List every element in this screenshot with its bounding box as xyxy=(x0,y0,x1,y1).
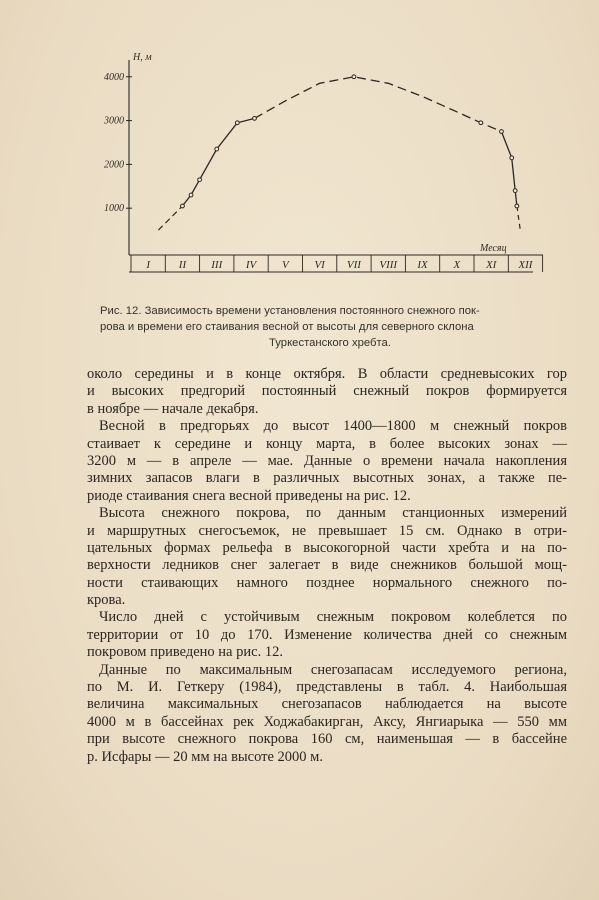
data-point xyxy=(181,204,185,208)
text-line: крова. xyxy=(87,592,126,609)
paragraph xyxy=(87,505,567,609)
x-axis-label: Месяц xyxy=(480,243,507,254)
text-line: покровом приведено на рис. 12. xyxy=(87,644,283,661)
y-tick-label: 2000 xyxy=(104,159,124,171)
month-label: IX xyxy=(417,259,428,271)
body-text xyxy=(87,366,567,766)
caption-line: рова и времени его стаивания весной от высоты для северного склона xyxy=(100,321,474,333)
series-line-solid xyxy=(182,118,254,206)
figure-12 xyxy=(95,40,565,302)
month-label: X xyxy=(453,259,461,271)
text-line: цательных формах рельефа в высокогорной части хребта и на по- xyxy=(87,539,567,556)
text-line: территории от 10 до 170. Изменение количества дней со снежным xyxy=(87,626,567,643)
y-axis-label: Н, м xyxy=(133,52,152,63)
text-line: стаивает к середине и концу марта, в более высоких зонах — xyxy=(87,435,567,452)
figure-caption xyxy=(100,303,560,351)
caption-line: Туркестанского хребта. xyxy=(269,337,391,349)
text-line: и маршрутных снегосъемок, не превышает 15 см. Однако в отри- xyxy=(87,522,567,539)
text-line: по М. И. Геткеру (1984), представлены в табл. 4. Наибольшая xyxy=(87,679,567,696)
paragraph xyxy=(87,418,567,505)
y-tick-label: 4000 xyxy=(104,71,124,83)
data-point xyxy=(479,121,483,125)
data-point xyxy=(510,156,514,160)
text-line: верхности ледников снег залегает в виде снежников большой мощ- xyxy=(87,557,567,574)
text-line: 3200 м — в апреле — мае. Данные о времени начала накопления xyxy=(87,452,567,469)
text-line: величина максимальных снегозапасов наблюдается на высоте xyxy=(87,696,567,713)
text-line: Число дней с устойчивым снежным покровом колеблется по xyxy=(99,609,567,626)
series-line-dashed xyxy=(255,77,502,132)
text-line: при высоте снежного покрова 160 см, наименьшая — в бассейне xyxy=(87,731,567,748)
series-line-dashed xyxy=(517,206,520,230)
data-point xyxy=(235,121,239,125)
text-line: около середины и в конце октября. В области средневысоких гор xyxy=(87,366,567,382)
month-label: III xyxy=(211,259,223,271)
data-point xyxy=(189,193,193,197)
data-point xyxy=(215,147,219,151)
month-label: I xyxy=(146,259,150,271)
month-label: IV xyxy=(245,259,257,271)
text-line: 4000 м в бассейнах рек Ходжабакирган, Аксу, Янгиарыка — 550 мм xyxy=(87,713,567,730)
month-label: VIII xyxy=(379,259,398,271)
paragraph xyxy=(87,366,567,418)
data-point xyxy=(198,178,202,182)
month-label: VI xyxy=(314,259,325,271)
data-point xyxy=(352,75,356,79)
text-line: Высота снежного покрова, по данным станционных измерений xyxy=(99,505,567,522)
data-point xyxy=(253,116,257,120)
text-line: р. Исфары — 20 мм на высоте 2000 м. xyxy=(87,748,323,765)
y-tick-label: 1000 xyxy=(104,203,124,215)
y-tick-label: 3000 xyxy=(104,115,124,127)
text-line: риоде стаивания снега весной приведены на рис. 12. xyxy=(87,487,411,504)
data-point xyxy=(515,204,519,208)
text-line: и высоких предгорий постоянный снежный покров формируется xyxy=(87,383,567,400)
text-line: ности стаивающих намного позднее нормального снежного по- xyxy=(87,574,567,591)
text-line: в ноябре — начале декабря. xyxy=(87,400,259,417)
data-point xyxy=(500,130,504,134)
month-label: VII xyxy=(346,259,361,271)
month-label: V xyxy=(281,259,289,271)
paragraph xyxy=(87,609,567,661)
month-label: XI xyxy=(485,259,497,271)
text-line: зимних запасов влаги в различных высотных зонах, а также пе- xyxy=(87,470,567,487)
month-label: XII xyxy=(518,259,533,271)
caption-line: Рис. 12. Зависимость времени установления постоянного снежного пок- xyxy=(100,305,480,317)
paragraph xyxy=(87,662,567,766)
series-line-dashed xyxy=(158,206,182,230)
text-line: Данные по максимальным снегозапасам исследуемого региона, xyxy=(99,661,567,678)
month-label: II xyxy=(178,259,187,271)
series-line-solid xyxy=(501,132,517,207)
text-line: Весной в предгорьях до высот 1400—1800 м снежный покров xyxy=(99,418,567,435)
data-point xyxy=(513,189,517,193)
snow-cover-chart xyxy=(95,40,565,302)
